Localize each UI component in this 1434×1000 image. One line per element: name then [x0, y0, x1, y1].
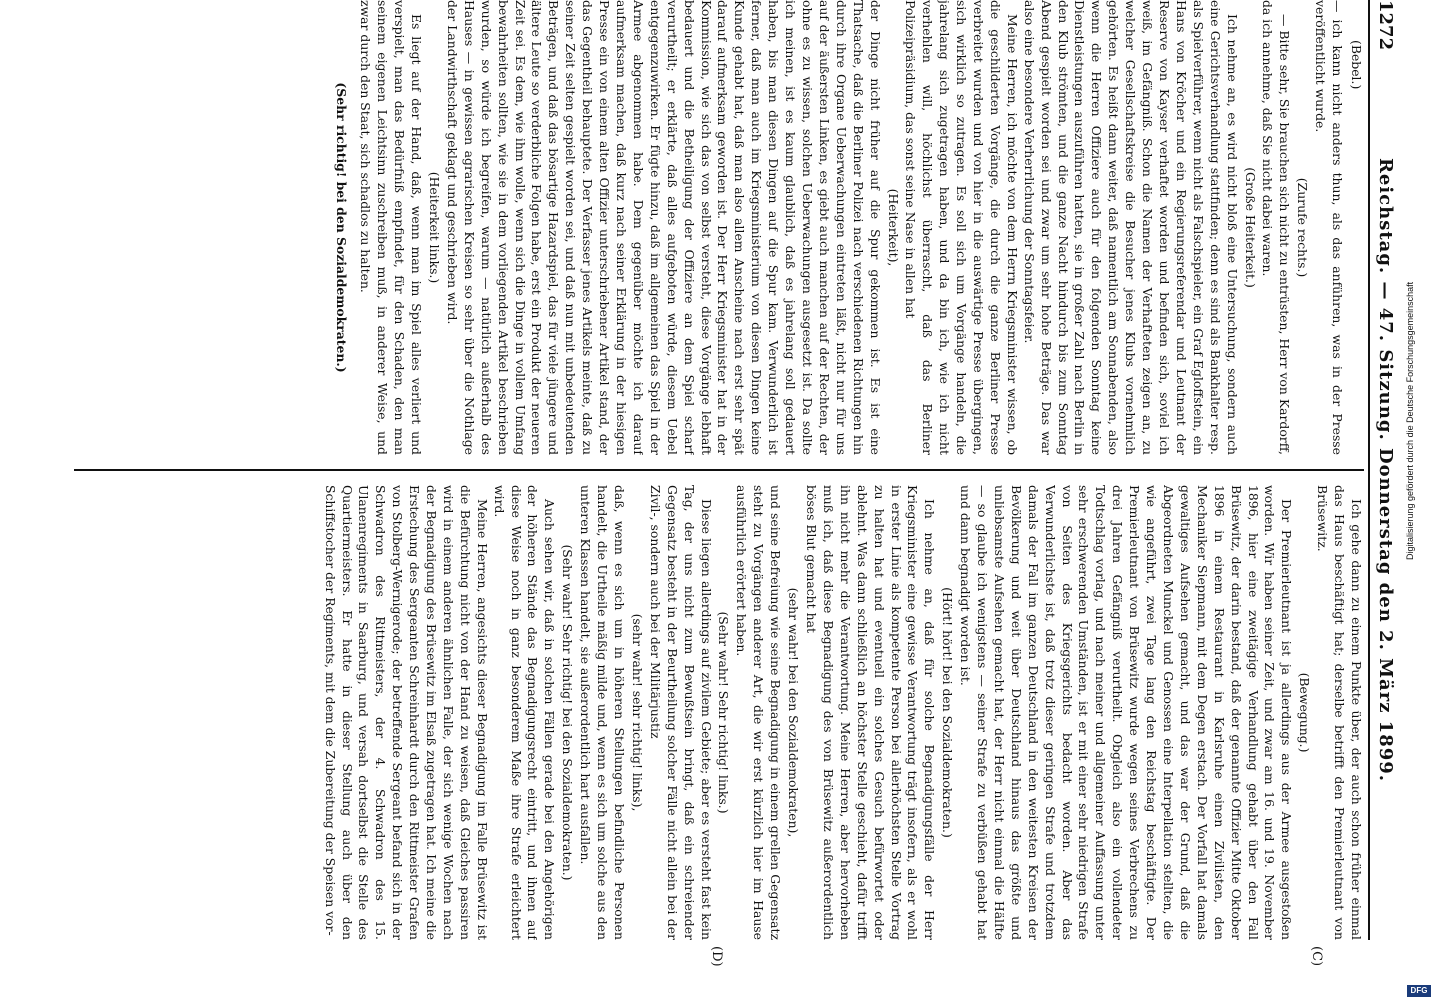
paragraph: Diese liegen allerdings auf zivilem Gebiete; aber es versteht fast kein Tag, der uns nicht zum Bewußtsein bringt, daß ein schreiender Gegensatz besteht in der Beurtheilung solcher Fälle nicht allein bei der Zivil-, sondern auch bei der Militärjustiz	[647, 485, 714, 940]
interjection: (Heiterkeit links.)	[427, 171, 443, 284]
interjection: (Sehr wahr! Sehr richtig! links.)	[716, 611, 732, 814]
paragraph: Es liegt auf der Hand, daß, wenn man im Spiel alles verliert und verspielt, man das Bedürfniß empfindet, für den Schaden, den man seinem eigenen Leichtsinn zuschreiben muß, in anderer Weise, und zwar durch den Staat, sich schadlos zu halten.	[358, 0, 425, 455]
interjection: (Heiterkeit),	[885, 188, 901, 267]
right-column	[74, 485, 1364, 940]
speaker-label: (Bebel.)	[1349, 40, 1364, 90]
margin-mark-d: (D)	[709, 946, 724, 967]
text-columns	[74, 0, 1364, 967]
paragraph: der Dinge nicht früher auf die Spur gekommen ist. Es ist eine Thatsache, daß die Berliner Polizei nach verschiedenen Richtungen hin durch ihre Organe Ueberwachungen eintreten läßt, nicht nur für uns auf der äußersten Linken, es giebt auch manchen auf der Rechten, der ohne es zu wissen, solchen Ueberwachungen ausgesetzt ist. Da sollte ich meinen, ist es kaum glaublich, daß es jahrelang soll gedauert haben, bis man diesen Dingen auf die Spur kam. Verwunderlich ist ferner, daß man auch im Kriegsministerium von diesen Dingen keine Kunde gehabt hat, daß man also allem Anscheine nach erst sehr spät darauf aufmerksam geworden ist. Der Herr Kriegsminister hat in der Kommission, wie sich das von selbst versteht, diese Vorgänge lebhaft bedauert und die Betheiligung der Offiziere an dem Spiel scharf verurtheilt; er erklärte, daß alles aufgeboten würde, diesem Uebel entgegenzuwirken. Er fügte hinzu, daß im allgemeinen das Spiel in der Armee abgenommen habe. Dem gegenüber möchte ich darauf aufmerksam machen, daß kurz nach seiner Erklärung in der hiesigen Presse ein von einem alten Offizier unterschriebener Artikel stand, der das Gegentheil behauptete. Der Verfasser jenes Artikels meinte, daß zu seiner Zeit selten gespielt worden sei, und daß nun mit unbedeutenden Beträgen, und daß das bösartige Hazardspiel, das für viele jüngere und ältere Leute so verderbliche Folgen habe, erst ein Produkt der neueren Zeit sei. Es dem, wie ihm wolle, wenn sich die Dinge in vollem Umfang bewahrheiten sollten, wie sie in dem vorliegenden Artikel beschrieben wurden, so würde ich begreifen, warum — natürlich außerhalb des Hauses — in gewissen agrarischen Kreisen so sehr über die Nothlage der Landwirthschaft geklagt und geschrieben wird.	[444, 0, 883, 455]
paragraph: Ich gehe dann zu einem Punkte über, der auch schon früher einmal das Haus beschäftigt hat; derselbe betrifft den Premierleutnant von Brüsewitz.	[1315, 485, 1364, 940]
paragraph: Meine Herren, ich möchte von dem Herrn Kriegsminister wissen, ob die geschilderten Vorgänge, die durch die ganze Berliner Presse verbreitet wurden und von hier in die auswärtige Presse übergingen, sich wirklich so zutragen. Es soll sich um Vorgänge handeln, die jahrelang sich zugetragen haben, und da bin ich, wie ich nicht verhehlen will, höchlichst überrascht, daß das Berliner Polizeipräsidium, das sonst seine Nase in allen hat	[903, 0, 1020, 455]
interjection: (Große Heiterkeit.)	[1242, 167, 1258, 288]
margin-mark-c: (C)	[1309, 946, 1324, 967]
interjection: (sehr wahr! bei den Sozialdemokraten),	[786, 587, 802, 838]
interjection: (Bewegung.)	[1297, 672, 1313, 753]
paragraph: — Bitte sehr, Sie brauchen sich nicht zu entrüsten, Herr von Kardorff, da ich annehme, daß Sie nicht dabei waren.	[1260, 0, 1293, 455]
paragraph: Meine Herren, angesichts dieser Begnadigung im Falle Brüsewitz ist die Befürchtung nicht von der Hand zu weisen, daß Gleiches passiren wird in einem anderen ähnlichen Falle, der sich wenige Wochen nach der Begnadigung des Brüsewitz im Elsaß zugetragen hat. Ich meine die Erstechung des Sergeanten Schreinhardt durch den Rittmeister Grafen von Stolberg-Wernigerode; der betreffende Sergeant befand sich in der Schwadron des Rittmeisters, der 4. Schwadron des 15. Ulanenregiments in Saarburg, und versah dortselbst die Stelle des Quartiermeisters. Er hatte in dieser Stellung auch über den Schiffstocher der Regiments, mit dem die Zubereitung der Speisen vor-	[322, 485, 490, 940]
rotated-page-content	[60, 0, 1400, 967]
paragraph: Auch sehen wir, daß in solchen Fällen gerade bei den Angehörigen der höheren Stände das Begnadigungsrecht eintritt, und ihnen auf diese Weise noch in ganz besonderem Maße ihre Strafe erleichtert wird.	[491, 485, 558, 940]
interjection: (Sehr richtig! bei den Sozialdemokraten.)	[333, 82, 349, 373]
paragraph: Der Premierleutnant ist ja allerdings aus der Armee ausgestoßen worden. Wir haben seiner Zeit, und zwar am 16. und 19. November 1896, hier eine zweitägige Verhandlung gehabt über den Fall Brüsewitz, der darin bestand, daß der genannte Offizier Mitte Oktober 1896 in einem Restaurant in Karlsruhe einen Zivilisten, den Mechaniker Siepmann, mit dem Degen erstach. Der Vorfall hat damals gewaltiges Aufsehen gemacht, und das war der Grund, daß die Abgeordneten Munckel und Genossen eine Interpellation stellten, die wie angeführt, zwei Tage lang den Reichstag beschäftigte. Der Premierleutnant von Brüsewitz wurde wegen seines Verbrechens zu drei Jahren Gefängniß verurtheilt. Obgleich also ein vollendeter Todtschlag vorlag, und nach meiner und allgemeiner Auffassung unter sehr erschwerenden Umständen, ist er mit einer sehr niedrigen Strafe von Seiten des Kriegsgerichts bedacht worden. Aber das Verwunderlichste ist, daß trotz dieser geringen Strafe und trotzdem damals der Fall im ganzen Deutschland in den weitesten Kreisen der Bevölkerung und weit über Deutschland hinaus das größte und unliebsamste Aufsehen gemacht hat, der Herr nicht einmal die Hälfte — so glaube ich wenigstens — seiner Strafe zu verbüßen gehabt hat und dann begnadigt worden ist.	[958, 485, 1295, 940]
interjection: (Zurufe rechts.)	[1295, 177, 1311, 278]
interjection: (Sehr wahr! Sehr richtig! bei den Sozialdemokraten.)	[560, 544, 576, 881]
dfg-logo: DFG	[1407, 985, 1431, 997]
paragraph: daß, wenn es sich um in höheren Stellungen befindliche Personen handelt, die Urtheile mäßig milde und, wenn es sich um solche aus den unteren Klassen handelt, sie außerordentlich hart ausfallen.	[578, 485, 628, 940]
interjection: (Hört! hört! bei den Sozialdemokraten.)	[940, 587, 956, 838]
paragraph: und seine Befreiung wie seine Begnadigung in einem grellen Gegensatz steht zu Vorgängen anderer Art, die wir erst kürzlich hier im Hause ausführlich erörtert haben.	[734, 485, 784, 940]
running-title: Reichstag. — 47. Sitzung. Donnerstag den 2. März 1899.	[1375, 157, 1396, 783]
paragraph: Ich nehme an, daß für solche Begnadigungsfälle der Herr Kriegsminister eine gewisse Verantwortung trägt insofern, als er wohl in erster Linie als kompetente Person bei allerhöchsten Stelle Vortrag zu halten hat und eventuell ein solches Gesuch befürwortet oder ablehnt. Was dann schließlich an höchster Stelle geschieht, dafür trifft ihn nicht mehr die Verantwortung. Meine Herren, aber hervorheben muß ich, daß diese Begnadigung des von Brüsewitz außerordentlich böses Blut gemacht hat	[804, 485, 938, 940]
column-divider	[74, 469, 1364, 471]
paragraph: Ich nehme an, es wird nicht bloß eine Untersuchung, sondern auch eine Gerichtsverhandlung stattfinden; denn es sind als Bankhalter resp. als Spielverführer, wenn nicht als Falschspieler, ein Graf Egloffstein, ein Hans von Kröcher und ein Regierungsreferendar und Leutnant der Reserve von Kayser verhaftet worden und befinden sich, soviel ich weiß, im Gefängniß. Schon die Namen der Verhafteten zeigen an, zu welcher Gesellschaftskreise die Besucher jenes Klubs vornehmlich gehörten. Es heißt dann weiter, daß namentlich am Sonnabenden, also wenn die Herren Offiziere auch für den folgenden Sonntag keine Dienstleistungen auszuführen hatten, sie in großer Zahl nach Berlin in den Klub strömten, und die ganze Nacht hindurch bis zum Sonntag Abend gespielt worden sei und zwar um sehr hohe Beträge. Das war also eine besondere Verherrlichung der Sonntagsfeier.	[1021, 0, 1240, 455]
page-number: 1272	[1375, 0, 1396, 51]
paragraph: — ich kann nicht anders thun, als das anführen, was in der Presse veröffentlicht wurde.	[1313, 0, 1346, 455]
interjection: (sehr wahr! sehr richtig! links),	[629, 613, 645, 812]
page-header	[1368, 0, 1400, 940]
digitization-credit: Digitalisierung gefördert durch die Deutsche Forschungsgemeinschaft	[1405, 281, 1415, 560]
left-column	[74, 0, 1364, 455]
